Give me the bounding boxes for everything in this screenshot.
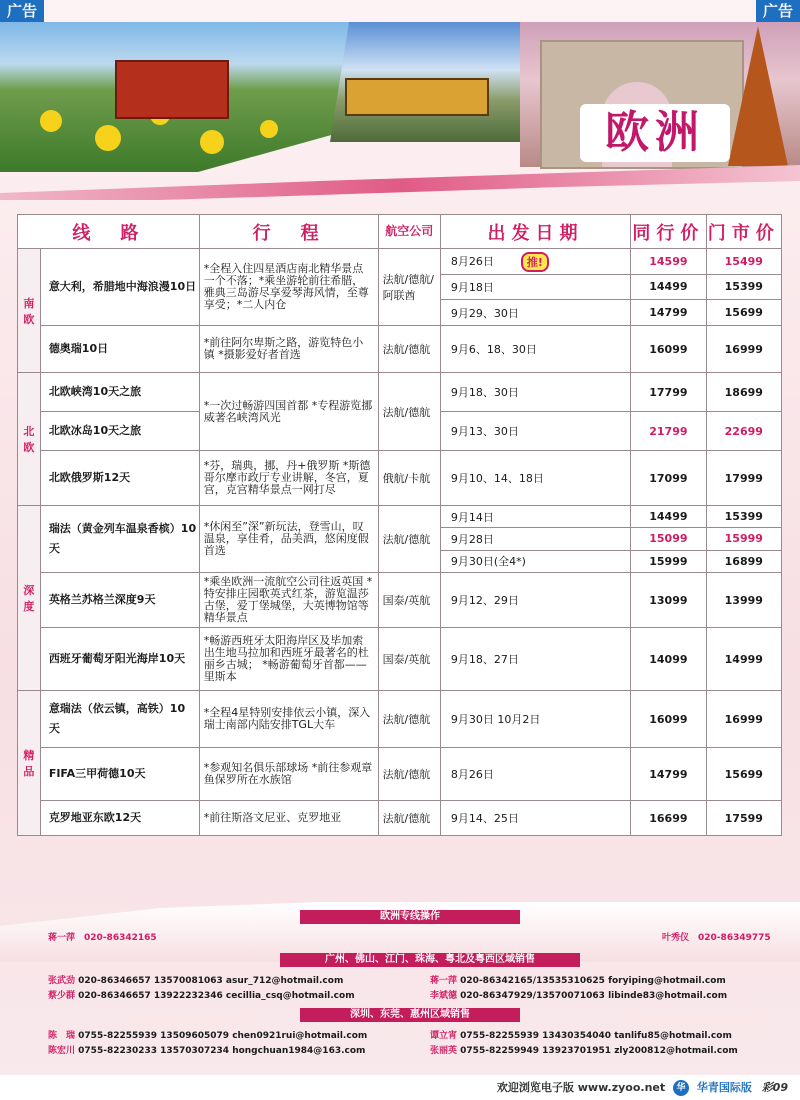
peer-price: 15999	[631, 550, 706, 572]
route-table	[17, 214, 782, 836]
route-date: 9月12、29日	[440, 573, 630, 628]
region-south: 南欧	[18, 249, 41, 373]
route-name: 北欧冰岛10天之旅	[40, 412, 199, 451]
peer-price: 16699	[631, 801, 706, 836]
route-date: 9月29、30日	[440, 300, 630, 326]
contact-info: 0755-82255939 13509605079 chen0921rui@hotmail.com	[78, 1031, 368, 1041]
route-date: 9月18、30日	[440, 373, 630, 412]
flower-decoration	[200, 130, 224, 154]
route-itinerary: *前往阿尔卑斯之路，游览特色小镇 *摄影爱好者首选	[199, 326, 378, 373]
banner	[0, 0, 800, 200]
route-airline: 俄航/卡航	[378, 451, 440, 506]
route-airline: 法航/德航	[378, 801, 440, 836]
contact-info: 020-86346657 13922232346 cecillia_csq@hotmail.com	[78, 991, 355, 1001]
peer-price: 14099	[631, 628, 706, 691]
flower-decoration	[260, 120, 278, 138]
ad-label-right: 广告	[756, 0, 800, 22]
route-airline: 国泰/英航	[378, 573, 440, 628]
ops-contact	[48, 930, 157, 943]
route-itinerary: *休闲至”深”新玩法，登雪山，叹温泉，享佳肴，品美酒，悠闲度假首选	[199, 506, 378, 573]
bottom-info	[497, 1079, 788, 1096]
door-price: 15499	[706, 249, 781, 275]
route-itinerary: *一次过畅游四国首都 *专程游览挪威著名峡湾风光	[199, 373, 378, 451]
contact-name: 陈宏川	[48, 1046, 76, 1056]
sz-contact	[430, 1028, 732, 1041]
door-price: 17599	[706, 801, 781, 836]
peer-price: 14799	[631, 748, 706, 801]
contact-info: 020-86342165/13535310625 foryiping@hotmail.com	[460, 976, 726, 986]
route-date: 8月26日	[440, 748, 630, 801]
header-route: 线 路	[18, 215, 200, 249]
door-price: 15699	[706, 300, 781, 326]
flower-decoration	[40, 110, 62, 132]
table-row	[18, 326, 782, 373]
door-price: 16999	[706, 326, 781, 373]
route-name: 北欧峡湾10天之旅	[40, 373, 199, 412]
contact-tel: 020-86349775	[698, 933, 771, 943]
contact-info: 0755-82259949 13923701951 zly200812@hotmail.com	[460, 1046, 738, 1056]
sz-contact	[48, 1028, 367, 1041]
contact-name: 叶秀仪	[662, 933, 690, 943]
peer-price: 16099	[631, 326, 706, 373]
route-date: 9月6、18、30日	[440, 326, 630, 373]
route-date: 9月18、27日	[440, 628, 630, 691]
route-date: 9月14日	[440, 506, 630, 528]
route-name: 德奥瑞10日	[40, 326, 199, 373]
peer-price: 15099	[631, 528, 706, 550]
route-date: 9月13、30日	[440, 412, 630, 451]
banner-title: 欧洲	[580, 104, 730, 162]
contact-name: 张武劲	[48, 976, 76, 986]
sz-title: 深圳、东莞、惠州区域销售	[300, 1008, 520, 1022]
route-date	[440, 249, 630, 275]
peer-price: 21799	[631, 412, 706, 451]
browse-text: 欢迎浏览电子版	[496, 1081, 574, 1094]
region-deep: 深度	[18, 506, 41, 691]
route-name: 意瑞法（依云镇，高铁）10 天	[40, 691, 199, 748]
ops-contact	[662, 930, 771, 943]
contact-name: 陈 瑞	[48, 1031, 76, 1041]
ops-title: 欧洲专线操作	[300, 910, 520, 924]
header-door-price: 门市价	[706, 215, 781, 249]
table-row	[18, 691, 782, 748]
route-airline: 法航/德航	[378, 326, 440, 373]
door-price: 15999	[706, 528, 781, 550]
yellow-train	[345, 78, 489, 116]
table-header	[18, 215, 782, 249]
contact-info: 020-86347929/13570071063 libinde83@hotmail.com	[460, 991, 728, 1001]
contact-name: 蒋一萍	[430, 976, 458, 986]
route-itinerary: *参观知名俱乐部球场 *前往参观章鱼保罗所在水族馆	[199, 748, 378, 801]
contact-name: 谭立宵	[430, 1031, 458, 1041]
gz-contact	[430, 973, 726, 986]
route-itinerary: *乘坐欧洲一流航空公司往返英国 *特安排庄园歌英式红茶，游览温莎古堡，爱丁堡城堡，大英博物馆等精华景点	[199, 573, 378, 628]
header-airline: 航空公司	[378, 215, 440, 249]
route-date: 9月28日	[440, 528, 630, 550]
gz-contact	[48, 973, 343, 986]
route-date: 9月10、14、18日	[440, 451, 630, 506]
route-name: 北欧俄罗斯12天	[40, 451, 199, 506]
route-itinerary: *芬，瑞典，挪，丹+俄罗斯 *斯德哥尔摩市政厅专业讲解，冬宫，夏宫，克宫精华景点一网打尽	[199, 451, 378, 506]
door-price: 15399	[706, 274, 781, 300]
brand-logo-icon: 华	[673, 1080, 689, 1096]
route-airline: 法航/德航	[378, 506, 440, 573]
peer-price: 17099	[631, 451, 706, 506]
route-airline: 国泰/英航	[378, 628, 440, 691]
door-price: 18699	[706, 373, 781, 412]
table-row	[18, 628, 782, 691]
table-row	[18, 249, 782, 275]
contact-info: 0755-82230233 13570307234 hongchuan1984@163.com	[78, 1046, 366, 1056]
route-name: 瑞法（黄金列车温泉香槟）10天	[40, 506, 199, 573]
route-name: 西班牙葡萄牙阳光海岸10天	[40, 628, 199, 691]
sz-contact	[48, 1043, 365, 1056]
route-date: 9月30日 10月2日	[440, 691, 630, 748]
push-badge: 推!	[521, 252, 549, 272]
door-price: 16999	[706, 691, 781, 748]
contact-name: 张丽英	[430, 1046, 458, 1056]
door-price: 22699	[706, 412, 781, 451]
header-peer-price: 同行价	[631, 215, 706, 249]
header-date: 出发日期	[440, 215, 630, 249]
contact-name: 蒋一萍	[48, 933, 76, 943]
region-premium: 精品	[18, 691, 41, 836]
route-name: FIFA三甲荷德10天	[40, 748, 199, 801]
contact-name: 蔡少群	[48, 991, 76, 1001]
route-itinerary: *全程4星特别安排依云小镇，深入瑞士南部内陆安排TGL大车	[199, 691, 378, 748]
route-itinerary: *畅游西班牙太阳海岸区及毕加索出生地马拉加和西班牙最著名的杜丽乡古城； *畅游葡萄牙首都——里斯本	[199, 628, 378, 691]
route-name: 英格兰苏格兰深度9天	[40, 573, 199, 628]
gz-contact	[430, 988, 727, 1001]
red-train-car	[115, 60, 229, 119]
door-price: 16899	[706, 550, 781, 572]
header-itinerary: 行 程	[199, 215, 378, 249]
ad-label-left: 广告	[0, 0, 44, 22]
sz-contact	[430, 1043, 738, 1056]
route-airline: 法航/德航/阿联酋	[378, 249, 440, 326]
eiffel-tower	[728, 26, 788, 166]
peer-price: 14799	[631, 300, 706, 326]
gz-title: 广州、佛山、江门、珠海、粤北及粤西区域销售	[280, 953, 580, 967]
table-row	[18, 506, 782, 528]
contact-tel: 020-86342165	[84, 933, 157, 943]
region-north: 北欧	[18, 373, 41, 506]
contact-info: 0755-82255939 13430354040 tanlifu85@hotmail.com	[460, 1031, 732, 1041]
peer-price: 14499	[631, 274, 706, 300]
table-row	[18, 573, 782, 628]
door-price: 15699	[706, 748, 781, 801]
table-row	[18, 373, 782, 412]
route-airline: 法航/德航	[378, 373, 440, 451]
peer-price: 14599	[631, 249, 706, 275]
page-number: 彩09	[761, 1081, 788, 1094]
gz-contact	[48, 988, 355, 1001]
peer-price: 14499	[631, 506, 706, 528]
door-price: 14999	[706, 628, 781, 691]
route-itinerary: *前往斯洛文尼亚、克罗地亚	[199, 801, 378, 836]
peer-price: 16099	[631, 691, 706, 748]
route-airline: 法航/德航	[378, 748, 440, 801]
site-link[interactable]: www.zyoo.net	[577, 1081, 666, 1094]
route-date: 9月18日	[440, 274, 630, 300]
route-airline: 法航/德航	[378, 691, 440, 748]
door-price: 15399	[706, 506, 781, 528]
bottom-strip	[0, 1075, 800, 1100]
table-row	[18, 748, 782, 801]
peer-price: 17799	[631, 373, 706, 412]
brand-name: 华青国际版	[696, 1081, 752, 1094]
contact-name: 李斌德	[430, 991, 458, 1001]
route-name: 意大利，希腊地中海浪漫10日	[40, 249, 199, 326]
route-name: 克罗地亚东欧12天	[40, 801, 199, 836]
date-text: 8月26日	[450, 255, 494, 269]
route-date: 9月14、25日	[440, 801, 630, 836]
peer-price: 13099	[631, 573, 706, 628]
table-row	[18, 451, 782, 506]
table-row	[18, 801, 782, 836]
door-price: 17999	[706, 451, 781, 506]
route-date: 9月30日(全4*)	[440, 550, 630, 572]
contact-info: 020-86346657 13570081063 asur_712@hotmail.com	[78, 976, 344, 986]
flower-decoration	[95, 125, 121, 151]
route-itinerary: *全程入住四星酒店南北精华景点一个不落；*乘坐游轮前往希腊，雅典三岛游尽享爱琴海风情，至尊享受；*二人内仓	[199, 249, 378, 326]
door-price: 13999	[706, 573, 781, 628]
